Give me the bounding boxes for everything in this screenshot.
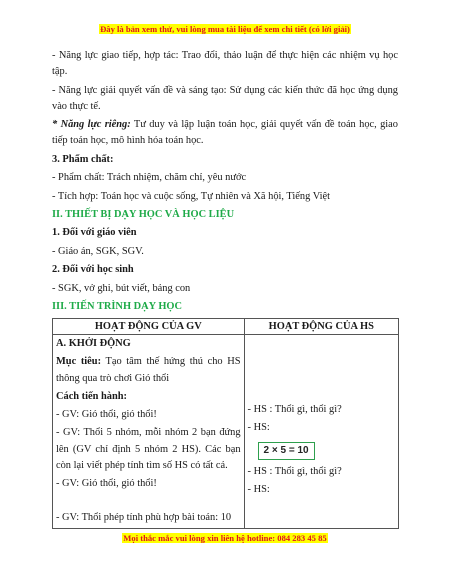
student-line-1: - HS : Thổi gì, thổi gì?: [247, 404, 342, 415]
student-line-2: - HS:: [247, 422, 270, 434]
heading-for-students: 2. Đối với học sinh: [52, 264, 134, 276]
objective-text: Tạo tâm thế hứng thú cho HS thông qua trò chơi Gió thổi: [56, 356, 241, 384]
spacer: [56, 494, 241, 510]
document-body: [52, 48, 398, 317]
header-student-activity: HOẠT ĐỘNG CỦA HS: [244, 319, 398, 335]
objective-label: Mục tiêu:: [56, 356, 102, 368]
teacher-line-1: - GV: Gió thổi, gió thổi!: [56, 408, 157, 420]
specific-competence-text: Tư duy và lập luận toán học, giải quyết vấn đề toán học, giao tiếp toán học, mô hình hóa toán học.: [52, 119, 398, 147]
heading-section-2: II. THIẾT BỊ DẠY HỌC VÀ HỌC LIỆU: [52, 208, 235, 220]
heading-qualities: 3. Phẩm chất:: [52, 153, 114, 165]
heading-for-teacher: 1. Đối với giáo viên: [52, 227, 137, 239]
paragraph-teacher-materials: - Giáo án, SGK, SGV.: [52, 245, 144, 257]
hotline-notice-text: Mọi thắc mắc vui lòng xin liên hệ hotline: 084 283 45 85: [123, 533, 327, 543]
header-teacher-activity: HOẠT ĐỘNG CỦA GV: [53, 319, 245, 335]
teacher-line-4: - GV: Thổi phép tính phù hợp bài toán: 10: [56, 512, 232, 524]
spacer: [248, 336, 395, 402]
paragraph-integration: - Tích hợp: Toán học và cuộc sống, Tự nhiên và Xã hội, Tiếng Việt: [52, 190, 330, 202]
heading-section-3: III. TIẾN TRÌNH DẠY HỌC: [52, 300, 183, 312]
paragraph-student-materials: - SGK, vở ghi, bút viết, bảng con: [52, 282, 191, 294]
activity-table: [52, 318, 399, 529]
teacher-line-2: - GV: Thổi 5 nhóm, mỗi nhóm 2 bạn đứng lên (GV chỉ định 5 nhóm 2 HS). Các bạn còn lại viết phép tính tìm số HS có tất cả.: [56, 426, 241, 472]
warmup-title: A. KHỞI ĐỘNG: [56, 338, 131, 349]
student-activity-cell: [244, 335, 398, 529]
procedure-label: Cách tiến hành:: [56, 390, 128, 402]
paragraph-problem-solving: - Năng lực giải quyết vấn đề và sáng tạo: Sử dụng các kiến thức đã học ứng dụng vào thực tế.: [52, 84, 398, 112]
preview-notice-text: Đây là bản xem thử, vui lòng mua tài liệu để xem chi tiết (có lời giải): [100, 24, 350, 34]
student-line-3: - HS : Thổi gì, thổi gì?: [247, 466, 342, 478]
paragraph-qualities: - Phẩm chất: Trách nhiệm, chăm chỉ, yêu nước: [52, 172, 247, 184]
multiplication-equation-box: 2 × 5 = 10: [258, 442, 315, 460]
teacher-line-3: - GV: Gió thổi, gió thổi!: [56, 478, 157, 490]
table-header-row: [53, 319, 399, 335]
paragraph-communication: - Năng lực giao tiếp, hợp tác: Trao đổi, thảo luận để thực hiện các nhiệm vụ học tập.: [52, 50, 398, 78]
hotline-notice-banner: [0, 533, 450, 543]
table-row: [53, 335, 399, 529]
paragraph-specific-competence: [52, 117, 398, 149]
teacher-activity-cell: [53, 335, 245, 529]
objective-paragraph: [56, 354, 241, 387]
preview-notice-banner: [0, 24, 450, 34]
student-line-4: - HS:: [247, 484, 270, 496]
specific-competence-label: * Năng lực riêng:: [52, 119, 131, 131]
